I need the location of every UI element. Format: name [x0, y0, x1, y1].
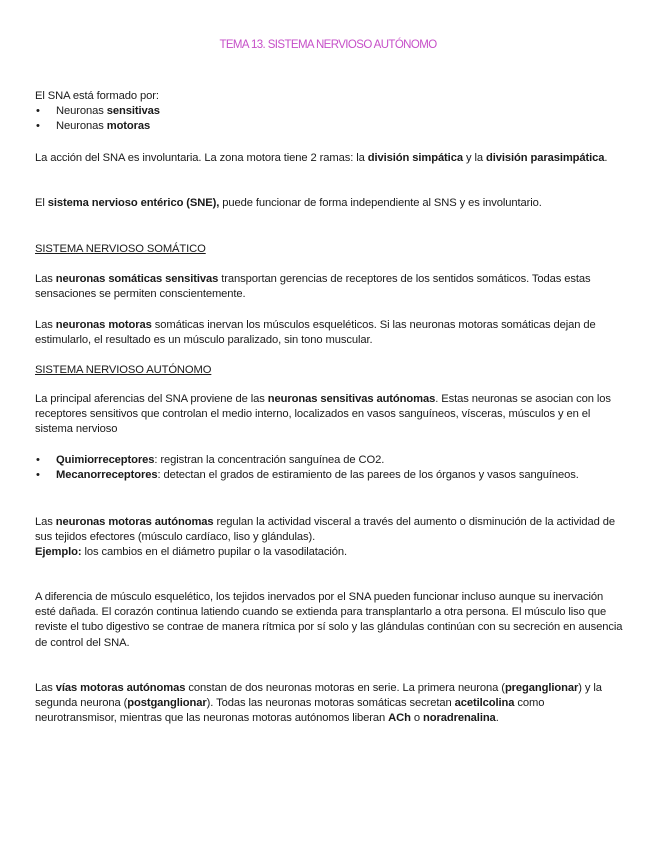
list-item: • Neuronas sensitivas [35, 104, 625, 119]
paragraph: La acción del SNA es involuntaria. La zona motora tiene 2 ramas: la división simpática y la división parasimpática. [35, 152, 608, 164]
intro-lead: El SNA está formado por: [35, 90, 159, 102]
section-heading-autonomic: SISTEMA NERVIOSO AUTÓNOMO [35, 364, 212, 376]
example-label: Ejemplo: [35, 546, 82, 559]
list-item: • Neuronas motoras [35, 119, 625, 134]
list-item: • Quimiorreceptores: registran la concentración sanguínea de CO2. [35, 453, 625, 468]
intro-section [35, 89, 625, 135]
bullet-icon: • [36, 120, 40, 133]
list-item: • Mecanorreceptores: detectan el grados de estiramiento de las parees de los órganos y vasos sanguíneos. [35, 468, 625, 483]
receptor-list [35, 453, 625, 483]
section-heading-somatic: SISTEMA NERVIOSO SOMÁTICO [35, 243, 206, 255]
bullet-icon: • [36, 454, 40, 466]
paragraph: El sistema nervioso entérico (SNE), puede funcionar de forma independiente al SNS y es involuntario. [35, 197, 542, 209]
document-title: TEMA 13. SISTEMA NERVIOSO AUTÓNOMO [219, 39, 437, 51]
paragraph: Las vías motoras autónomas constan de dos neuronas motoras en serie. La primera neurona (preganglionar) y la segunda neurona (postganglionar). Todas las neuronas motoras somáticas secretan acetilcolina como neurotransmisor, mientras que las neuronas motoras autónomos liberan ACh o noradrenalina. [35, 682, 602, 725]
paragraph: Las neuronas motoras somáticas inervan los músculos esqueléticos. Si las neuronas motoras somáticas dejan de estimularlo, el resultado es un músculo paralizado, sin tono muscular. [35, 319, 596, 347]
paragraph: Las neuronas somáticas sensitivas transportan gerencias de receptores de los sentidos somáticos. Todas estas sensaciones se permiten conscientemente. [35, 273, 591, 301]
paragraph: A diferencia de músculo esquelético, los tejidos inervados por el SNA pueden funcionar incluso aunque su inervación esté dañada. El corazón continua latiendo cuando se extienda para transplantarlo a otra persona. El músculo liso que reviste el tubo digestivo se contrae de manera rítmica por sí solo y las glándulas continúan con su secreción en ausencia de control del SNA. [35, 591, 623, 649]
bullet-icon: • [36, 469, 40, 482]
paragraph: Las neuronas motoras autónomas regulan la actividad visceral a través del aumento o disminución de la actividad de sus tejidos efectores (músculo cardíaco, liso y glándulas). Ejemplo: los cambios en el diámetro pupilar o la vasodilatación. [35, 516, 615, 559]
bullet-icon: • [36, 105, 40, 118]
paragraph: La principal aferencias del SNA proviene de las neuronas sensitivas autónomas. Estas neuronas se asocian con los receptores sensitivos que controlan el medio interno, localizados en vasos sanguíneos, vísceras, músculos y en el sistema nervioso [35, 393, 611, 436]
